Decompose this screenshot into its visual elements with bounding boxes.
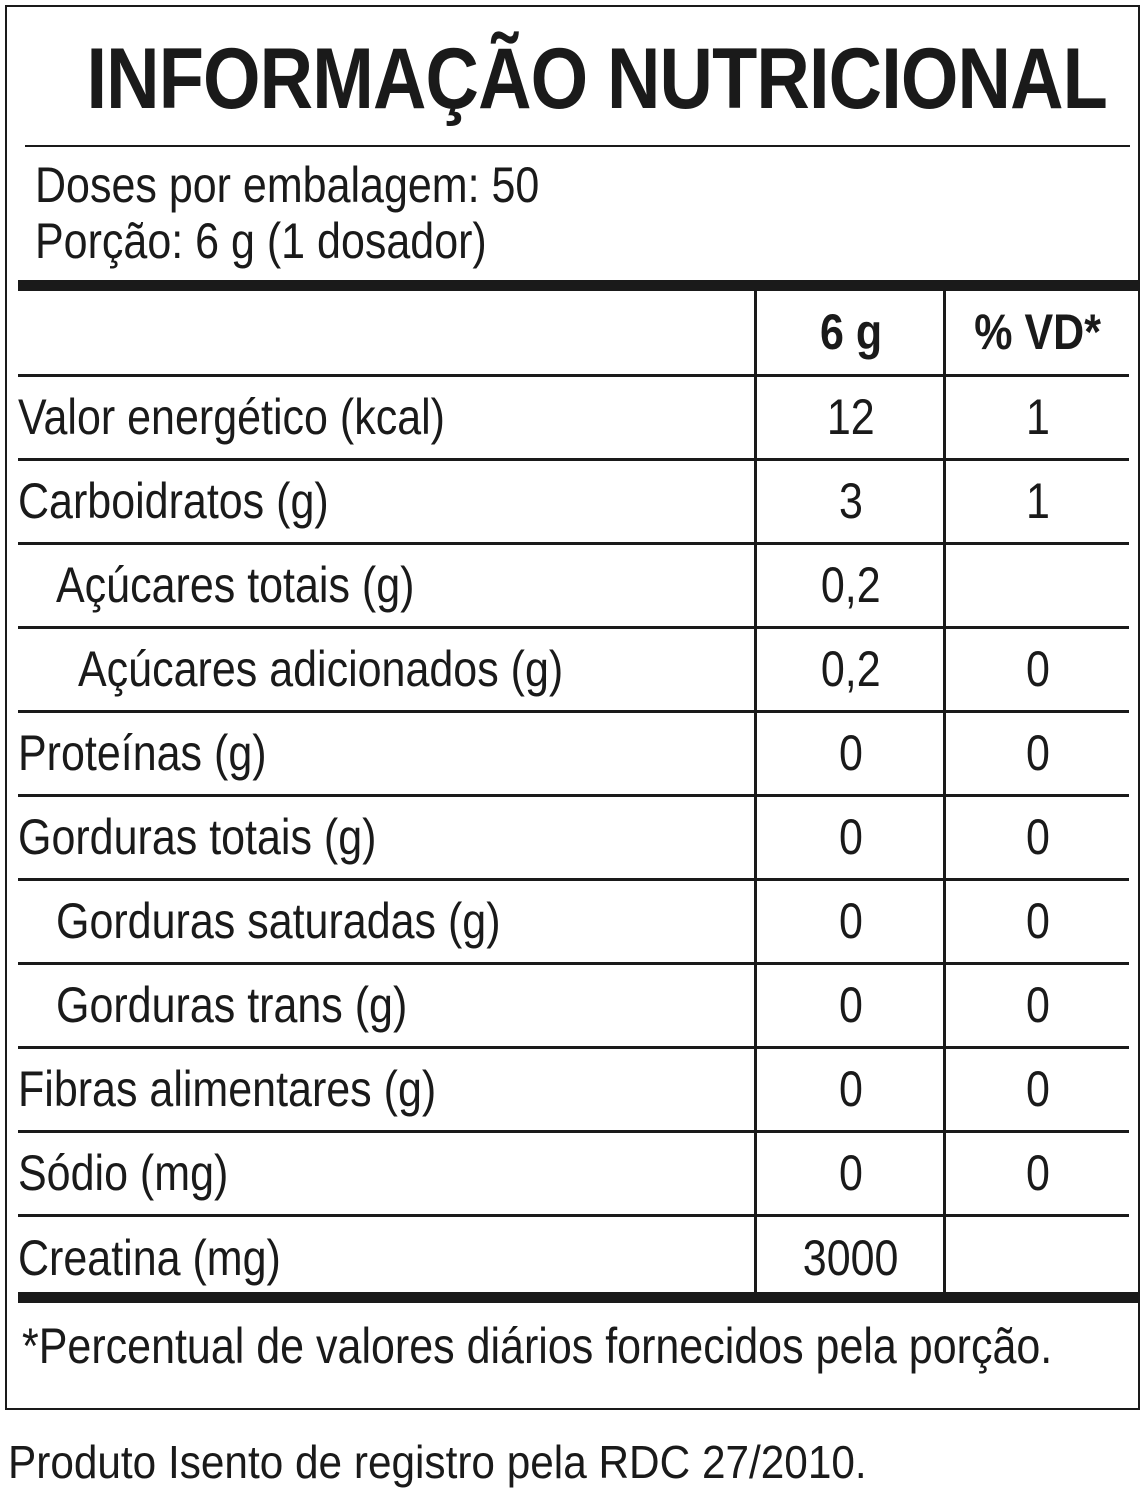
table-row [18, 795, 1129, 879]
nutrient-name: Valor energético (kcal) [18, 375, 756, 459]
table-header-row [18, 291, 1129, 375]
nutrient-amount: 0 [756, 963, 946, 1047]
servings-per-package: Doses por embalagem: 50 [35, 157, 540, 213]
nutrient-dv: 1 [946, 375, 1129, 459]
nutrient-name: Gorduras saturadas (g) [18, 879, 756, 963]
nutrient-amount: 12 [756, 375, 946, 459]
title-divider [25, 145, 1130, 147]
nutrient-dv [946, 543, 1129, 627]
column-header-dv: % VD* [946, 291, 1129, 375]
registration-disclaimer: Produto Isento de registro pela RDC 27/2010. [8, 1436, 867, 1488]
table-row [18, 543, 1129, 627]
serving-size: Porção: 6 g (1 dosador) [35, 213, 487, 269]
serving-info [35, 157, 539, 269]
nutrient-amount: 0 [756, 795, 946, 879]
header-thick-rule [18, 280, 1139, 291]
nutrient-amount: 3000 [803, 1229, 899, 1286]
nutrient-name: Creatina (mg) [18, 1229, 281, 1286]
table-row [18, 459, 1129, 543]
table-row [18, 1215, 1129, 1299]
nutrient-amount: 0 [756, 711, 946, 795]
nutrient-name: Fibras alimentares (g) [18, 1047, 756, 1131]
nutrient-name: Sódio (mg) [18, 1131, 756, 1215]
table-row [18, 963, 1129, 1047]
nutrient-dv [946, 1215, 1129, 1299]
nutrient-amount: 0,2 [756, 543, 946, 627]
table-row [18, 375, 1129, 459]
nutrient-dv: 0 [946, 1047, 1129, 1131]
label-title: INFORMAÇÃO NUTRICIONAL [86, 31, 1107, 127]
nutrient-amount: 0 [756, 1047, 946, 1131]
nutrient-dv: 0 [946, 627, 1129, 711]
dv-footnote: *Percentual de valores diários fornecidos pela porção. [22, 1318, 1053, 1374]
nutrient-dv: 0 [946, 879, 1129, 963]
nutrient-amount: 0 [756, 1131, 946, 1215]
nutrient-amount: 3 [756, 459, 946, 543]
nutrient-name: Carboidratos (g) [18, 459, 756, 543]
nutrient-name: Proteínas (g) [18, 711, 756, 795]
table-row [18, 1131, 1129, 1215]
table-row [18, 879, 1129, 963]
nutrient-dv: 0 [946, 963, 1129, 1047]
column-header-amount: 6 g [756, 291, 946, 375]
nutrient-amount: 0,2 [756, 627, 946, 711]
nutrient-name: Gorduras trans (g) [18, 963, 756, 1047]
footer-thick-rule [18, 1292, 1139, 1303]
nutrient-name: Gorduras totais (g) [18, 795, 756, 879]
table-row [18, 627, 1129, 711]
table-row [18, 1047, 1129, 1131]
nutrition-table [18, 291, 1129, 1299]
nutrient-amount: 0 [756, 879, 946, 963]
column-header-name [18, 291, 756, 375]
nutrient-name: Açúcares totais (g) [18, 543, 756, 627]
nutrient-dv: 0 [946, 711, 1129, 795]
nutrient-dv: 0 [946, 795, 1129, 879]
nutrient-name: Açúcares adicionados (g) [18, 627, 756, 711]
nutrient-dv: 1 [946, 459, 1129, 543]
nutrient-dv: 0 [946, 1131, 1129, 1215]
table-row [18, 711, 1129, 795]
